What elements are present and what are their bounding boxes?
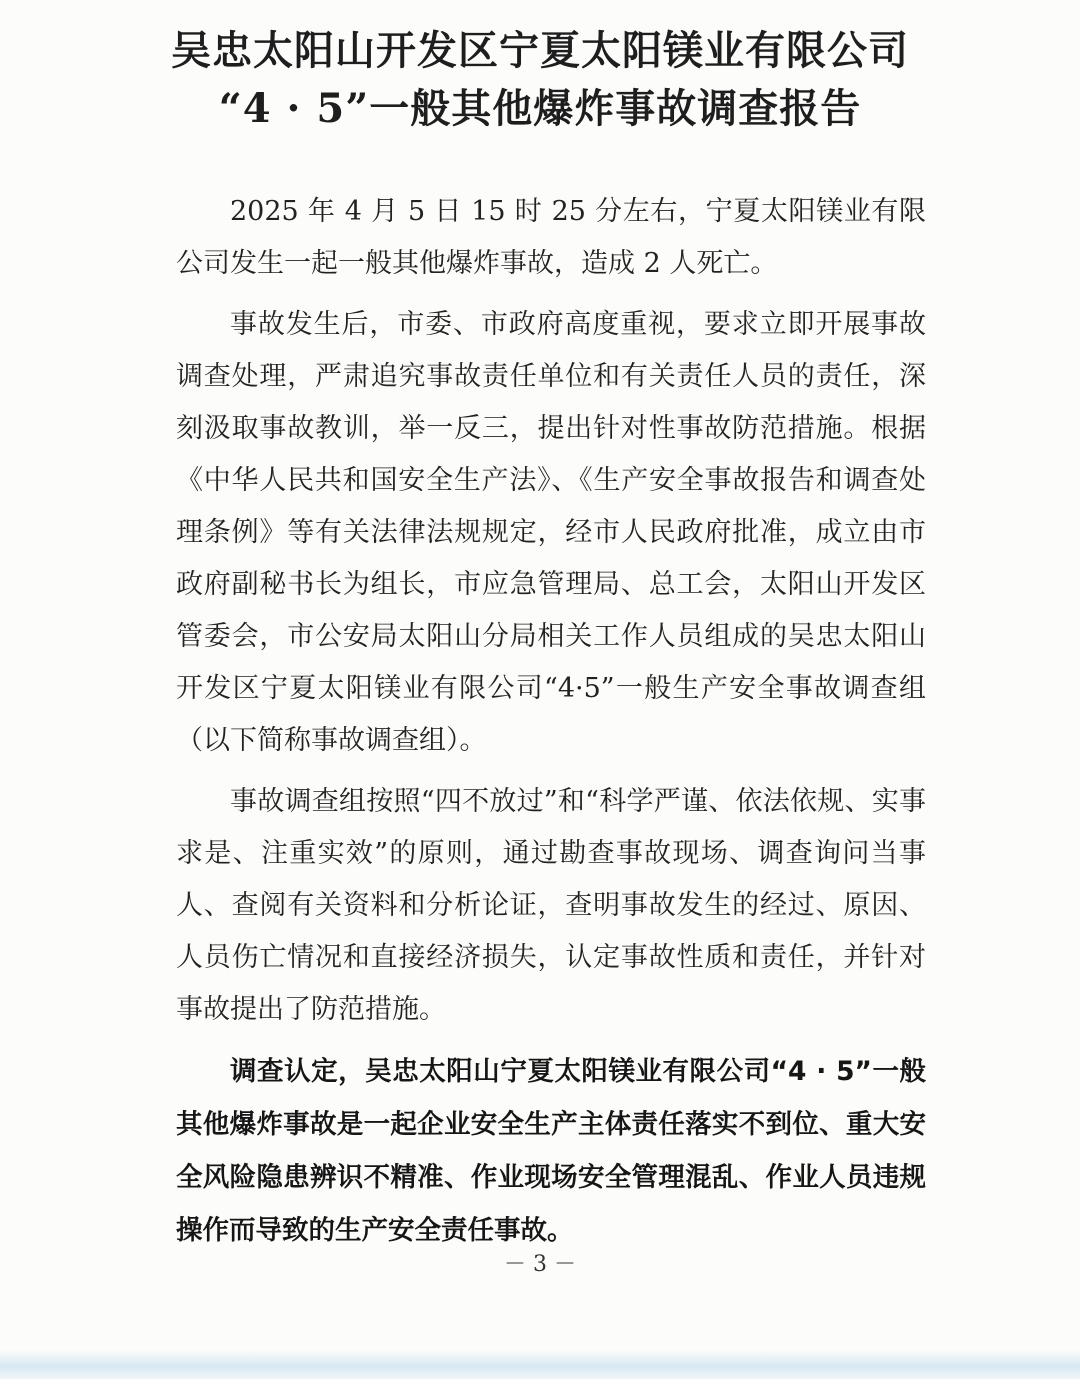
- scan-edge-band: [0, 1350, 1080, 1379]
- paragraph-investigation-principles: 事故调查组按照“四不放过”和“科学严谨、依法依规、实事求是、注重实效”的原则，通过勘查事故现场、调查询问当事人、查阅有关资料和分析论证，查明事故发生的经过、原因、人员伤亡情况和直接经济损失，认定事故性质和责任，并针对事故提出了防范措施。: [176, 786, 926, 1025]
- title-line-1: 吴忠太阳山开发区宁夏太阳镁业有限公司: [171, 27, 909, 74]
- page-number: － 3 －: [504, 1252, 576, 1277]
- document-title: [0, 22, 1080, 138]
- paragraph-incident-summary: 2025 年 4 月 5 日 15 时 25 分左右，宁夏太阳镁业有限公司发生一起一般其他爆炸事故，造成 2 人死亡。: [176, 196, 926, 279]
- document-body: [176, 186, 926, 1266]
- paragraph-conclusion: 调查认定，吴忠太阳山宁夏太阳镁业有限公司“4 · 5”一般其他爆炸事故是一起企业安全生产主体责任落实不到位、重大安全风险隐患辨识不精准、作业现场安全管理混乱、作业人员违规操作而导致的生产安全责任事故。: [176, 1056, 926, 1246]
- paragraph-investigation-team: 事故发生后，市委、市政府高度重视，要求立即开展事故调查处理，严肃追究事故责任单位和有关责任人员的责任，深刻汲取事故教训，举一反三，提出针对性事故防范措施。根据《中华人民共和国安全生产法》、《生产安全事故报告和调查处理条例》等有关法律法规规定，经市人民政府批准，成立由市政府副秘书长为组长，市应急管理局、总工会，太阳山开发区管委会，市公安局太阳山分局相关工作人员组成的吴忠太阳山开发区宁夏太阳镁业有限公司“4·5”一般生产安全事故调查组（以下简称事故调查组）。: [176, 309, 926, 756]
- title-line-2: “4 · 5”一般其他爆炸事故调查报告: [218, 85, 862, 132]
